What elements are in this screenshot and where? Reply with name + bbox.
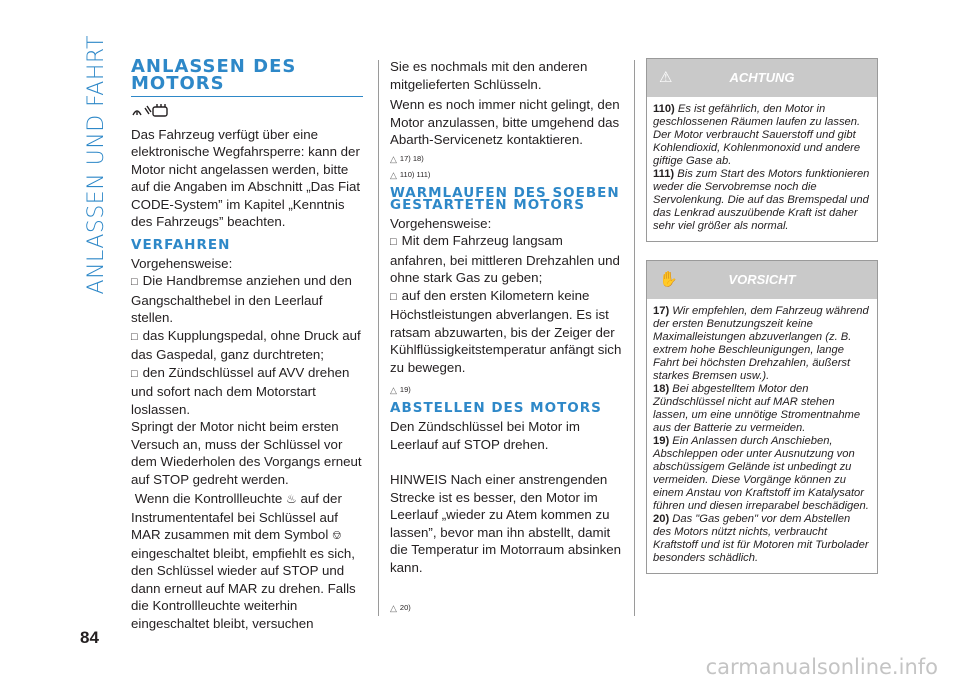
caution-ref: △ 19) (390, 385, 411, 395)
caution-triangle-icon: △ (390, 153, 397, 164)
paragraph: Wenn die Kontrollleuchte ♨ auf der Instrumententafel bei Schlüssel auf MAR zusammen mit dem Symbol ⎊ eingeschaltet bleibt, empfiehlt es sich, den Schlüssel wieder auf STOP und dann erneut auf MAR zu drehen. Falls die Kontrollleuchte weiterhin eingeschaltet bleibt, versuchen (131, 491, 356, 631)
sub-heading-warmlaufen: WARMLAUFEN DES SOEBEN GESTARTETEN MOTORS (390, 184, 620, 213)
list-item: □ den Zündschlüssel auf AVV drehen und sofort nach dem Motorstart loslassen. (131, 364, 363, 419)
list-item: □ Die Handbremse anziehen und den Gangschalthebel in den Leerlauf stellen. (131, 272, 363, 327)
achtung-body (647, 97, 877, 241)
caution-item: 20) Das "Gas geben" vor dem Abstellen des Motors nützt nichts, verbraucht Kraftstoff und ist für Motoren mit Turbolader besonders schädlich. (653, 513, 869, 564)
caution-triangle-icon: △ (390, 385, 397, 395)
chapter-side-title: ANLASSEN UND FAHRT (83, 34, 109, 294)
paragraph: Den Zündschlüssel bei Motor im Leerlauf auf STOP drehen. (390, 419, 580, 452)
warning-triangle-icon: ⚠ (659, 69, 673, 87)
achtung-box (646, 58, 878, 242)
warning-triangle-icon: △ (390, 169, 397, 180)
vorsicht-header: ✋ VORSICHT (647, 261, 877, 299)
column-divider (634, 60, 635, 616)
caution-item: 18) Bei abgestelltem Motor den Zündschlüssel nicht auf MAR stehen lassen, um eine unnötige Stromentnahme aus der Batterie zu vermeiden. (653, 383, 861, 434)
list-item: □ das Kupplungspedal, ohne Druck auf das Gaspedal, ganz durchtreten; (131, 327, 363, 364)
warning-ref: △ 110) 111) (390, 169, 431, 180)
column-3 (646, 58, 878, 592)
warning-lamp-icon: ♨ (286, 492, 297, 506)
paragraph: Springt der Motor nicht beim ersten Versuch an, muss der Schlüssel vor dem Wiederholen des Vorgangs erneut auf STOP gedreht werden. (131, 419, 362, 487)
caution-item: 17) Wir empfehlen, dem Fahrzeug während der ersten Benutzungszeit keine Maximalleistungen abzuverlangen (z. B. extrem hohe Beschleunigungen, lange Fahrt bei höchsten Drehzahlen, äußerst starkes Bremsen usw.). (653, 305, 869, 382)
sub-heading-verfahren: VERFAHREN (131, 236, 231, 253)
watermark: carmanualsonline.info (705, 655, 938, 679)
vorsicht-body (647, 299, 877, 573)
warning-light-icons (131, 103, 363, 124)
caution-item: 19) Ein Anlassen durch Anschieben, Abschleppen oder unter Ausnutzung von abschüssigem Gelände ist unbedingt zu vermeiden. Diese Vorgänge können zu einem Anstau von Kraftstoff im Katalysator führen und diesen irreparabel beschädigen. (653, 435, 869, 512)
caution-ref: △ 20) (390, 603, 411, 613)
vorsicht-box (646, 260, 878, 574)
column-2 (390, 58, 622, 616)
page-number: 84 (80, 628, 99, 647)
column-1 (131, 58, 363, 632)
intro-paragraph: Das Fahrzeug verfügt über eine elektronische Wegfahrsperre: kann der Motor nicht angelassen werden, bitte auf die Angaben im Abschnitt „Das Fiat CODE-System” im Kapitel „Kenntnis des Fahrzeugs” beachten. (131, 126, 361, 229)
fiat-code-icon: ⎊ (332, 528, 342, 542)
warning-item: 110) Es ist gefährlich, den Motor in geschlossenen Räumen laufen zu lassen. Der Motor verbraucht Sauerstoff und gibt Kohlendioxid, Kohlenmonoxid und andere giftige Gase ab. (653, 103, 861, 167)
sub-heading-abstellen: ABSTELLEN DES MOTORS (390, 400, 602, 416)
caution-triangle-icon: △ (390, 603, 397, 613)
column-divider (378, 60, 379, 616)
warning-item: 111) Bis zum Start des Motors funktionieren weder die Servobremse noch die Servolenkung. Die auf das Bremspedal und das Lenkrad auszuübende Kraft ist daher sehr viel größer als normal. (653, 168, 870, 232)
glow-plug-icon (131, 103, 169, 119)
paragraph: Sie es nochmals mit den anderen mitgelieferten Schlüsseln. (390, 59, 588, 92)
list-item: □ auf den ersten Kilometern keine Höchstleistungen abverlangen. Es ist ratsam abzuwarten, bis der Zeiger der Kühlflüssigkeitstemperatur anfängt sich zu bewegen. (390, 287, 622, 377)
caution-ref: △ 17) 18) (390, 153, 424, 164)
lead-text: Vorgehensweise: (390, 215, 492, 231)
paragraph: Wenn es noch immer nicht gelingt, den Motor anzulassen, bitte umgehend das Abarth-Servicenetz kontaktieren. (390, 97, 620, 147)
caution-hand-icon: ✋ (659, 271, 678, 289)
section-heading: ANLASSEN DES MOTORS (131, 58, 363, 97)
lead-text: Vorgehensweise: (131, 255, 233, 271)
list-item: □ Mit dem Fahrzeug langsam anfahren, bei mittleren Drehzahlen und ohne stark Gas zu geben; (390, 232, 622, 287)
hinweis-paragraph: HINWEIS Nach einer anstrengenden Strecke ist es besser, den Motor im Leerlauf „wieder zu Atem kommen zu lassen”, bevor man ihn abstellt, damit die Temperatur im Motorraum absinken kann. (390, 472, 622, 575)
achtung-header: ⚠ ACHTUNG (647, 59, 877, 97)
